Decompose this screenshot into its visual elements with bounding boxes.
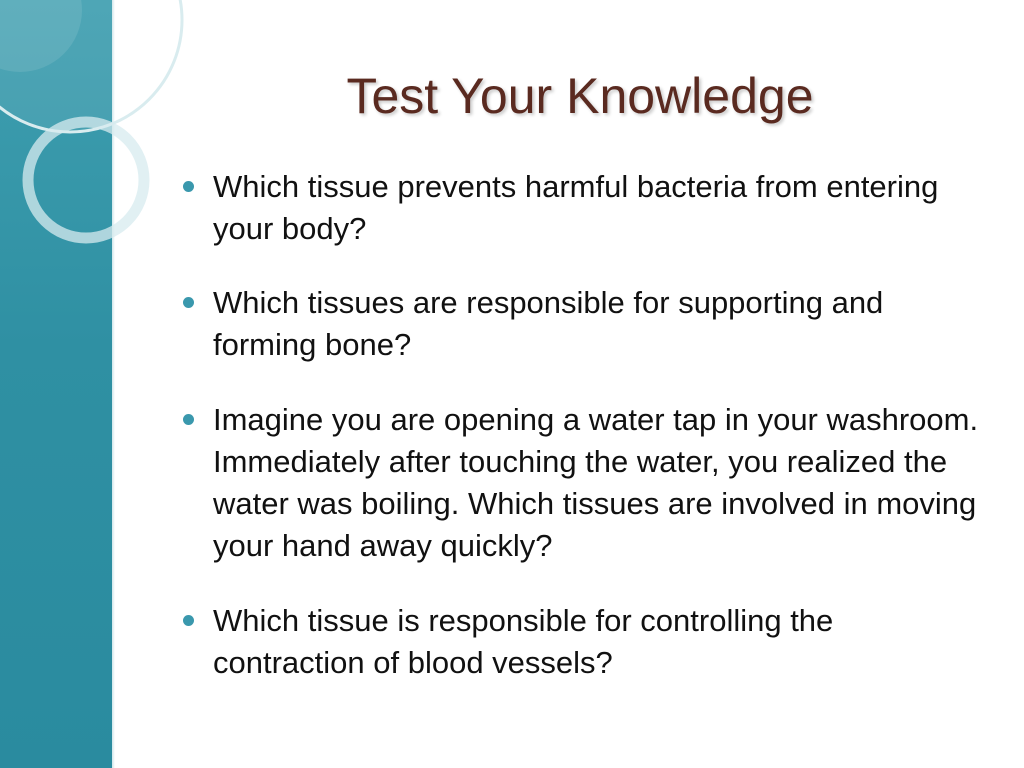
list-item: [183, 399, 993, 567]
slide-title: Test Your Knowledge: [346, 68, 814, 124]
list-item: [183, 282, 993, 366]
list-item: [183, 166, 993, 250]
question-text: Imagine you are opening a water tap in your washroom. Immediately after touching the water, you realized the water was boiling. Which tissues are involved in moving your hand away quickly?: [213, 402, 979, 563]
bullet-dot-icon: [183, 297, 194, 308]
question-text: Which tissue is responsible for controlling the contraction of blood vessels?: [213, 603, 834, 680]
question-text: Which tissues are responsible for supporting and forming bone?: [213, 285, 884, 362]
list-item: [183, 600, 993, 684]
question-list: [183, 166, 993, 684]
bullet-dot-icon: [183, 181, 194, 192]
decorative-rings: [0, 0, 200, 260]
ring-small: [28, 122, 144, 238]
bullet-dot-icon: [183, 615, 194, 626]
bullet-dot-icon: [183, 414, 194, 425]
question-text: Which tissue prevents harmful bacteria from entering your body?: [213, 169, 939, 246]
